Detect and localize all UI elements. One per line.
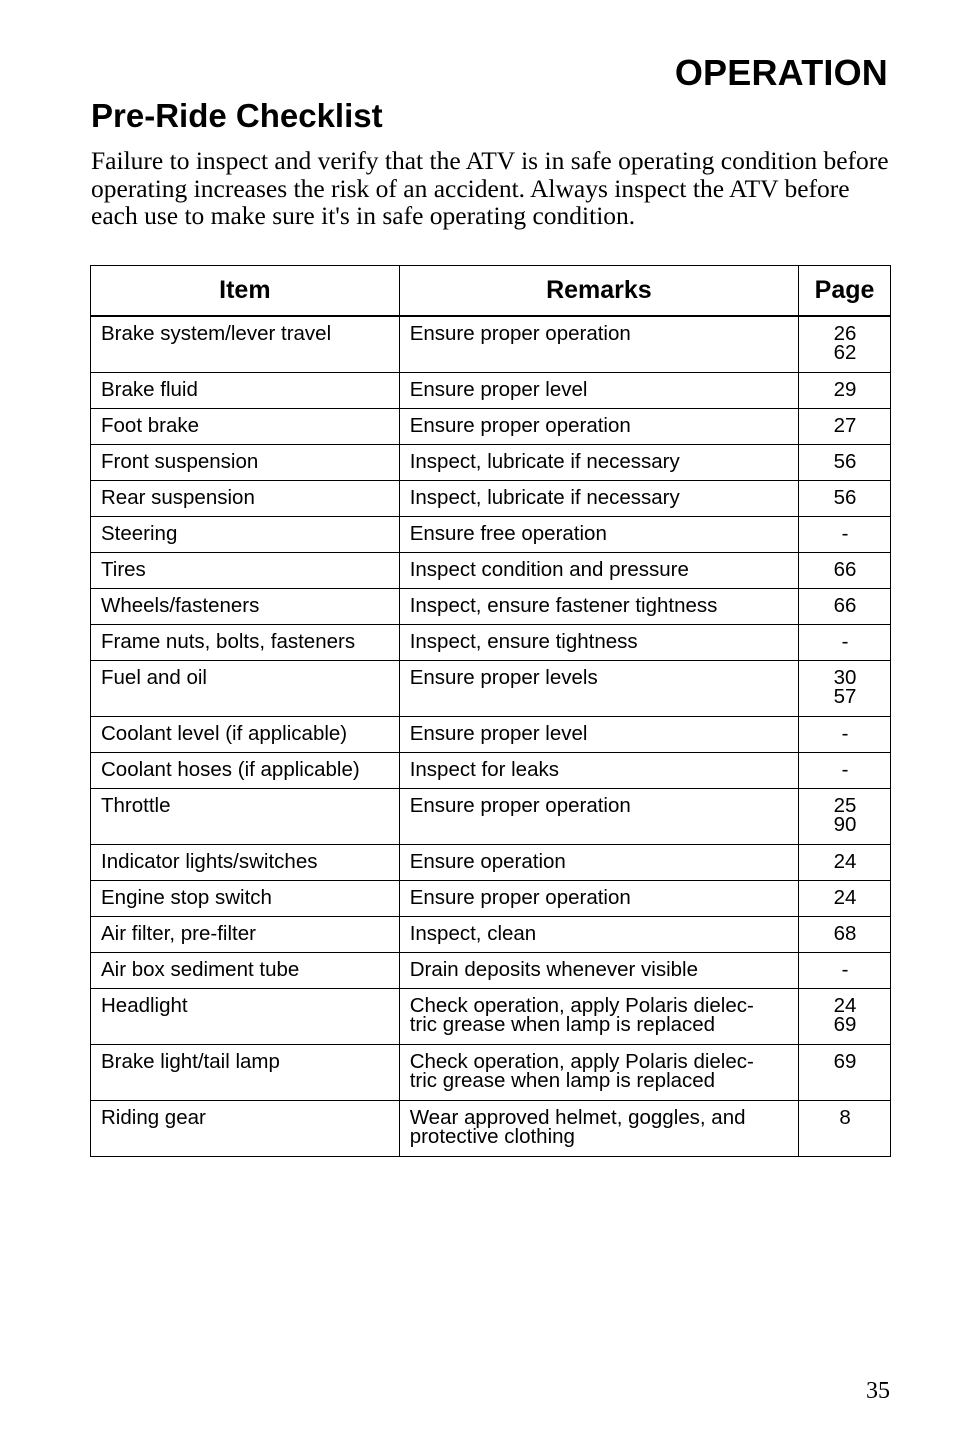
page-cell	[799, 1045, 891, 1101]
item-cell: Foot brake	[91, 409, 400, 445]
column-header-remarks: Remarks	[399, 266, 798, 317]
remarks-line: Ensure proper level	[409, 722, 588, 745]
remarks-line: Ensure free operation	[409, 522, 607, 545]
page-reference: 90	[833, 813, 857, 836]
page-cell	[799, 625, 891, 661]
page-cell	[799, 953, 891, 989]
item-cell: Wheels/fasteners	[91, 589, 400, 625]
table-row	[91, 989, 891, 1045]
page-reference: -	[841, 630, 849, 653]
item-cell: Frame nuts, bolts, fasteners	[91, 625, 400, 661]
remarks-line: Inspect, lubricate if necessary	[409, 486, 680, 509]
table-row	[91, 917, 891, 953]
page-reference: -	[841, 758, 849, 781]
page-cell	[799, 481, 891, 517]
remarks-line: Inspect, ensure fastener tightness	[409, 594, 718, 617]
item-cell: Coolant level (if applicable)	[91, 717, 400, 753]
page-cell	[799, 881, 891, 917]
table-row	[91, 409, 891, 445]
page-cell	[799, 917, 891, 953]
remarks-cell	[399, 445, 798, 481]
page-reference: 25	[833, 794, 857, 817]
page-reference: 56	[833, 450, 857, 473]
table-row	[91, 373, 891, 409]
remarks-cell	[399, 917, 798, 953]
item-cell: Coolant hoses (if applicable)	[91, 753, 400, 789]
remarks-line: Drain deposits whenever visible	[409, 958, 698, 981]
page-cell	[799, 445, 891, 481]
page-reference: 66	[833, 558, 857, 581]
remarks-line: Ensure proper operation	[409, 322, 631, 345]
table-row	[91, 717, 891, 753]
remarks-line: tric grease when lamp is replaced	[409, 1069, 716, 1092]
remarks-cell	[399, 409, 798, 445]
item-cell: Brake fluid	[91, 373, 400, 409]
remarks-line: Inspect, ensure tightness	[409, 630, 638, 653]
page-cell	[799, 717, 891, 753]
table-row	[91, 517, 891, 553]
item-cell: Riding gear	[91, 1101, 400, 1157]
page-reference: -	[841, 522, 849, 545]
page-reference: 30	[833, 666, 857, 689]
table-row	[91, 845, 891, 881]
page-reference: 69	[833, 1050, 857, 1073]
page-reference: 68	[833, 922, 857, 945]
remarks-cell	[399, 953, 798, 989]
item-cell: Engine stop switch	[91, 881, 400, 917]
page-reference: 24	[833, 850, 857, 873]
table-row	[91, 553, 891, 589]
page-cell	[799, 517, 891, 553]
page-cell	[799, 1101, 891, 1157]
remarks-line: Ensure proper level	[409, 378, 588, 401]
remarks-cell	[399, 989, 798, 1045]
page-cell	[799, 316, 891, 373]
remarks-cell	[399, 1101, 798, 1157]
item-cell: Air filter, pre-filter	[91, 917, 400, 953]
remarks-line: tric grease when lamp is replaced	[409, 1013, 716, 1036]
table-header-row	[91, 266, 891, 317]
page-cell	[799, 753, 891, 789]
table-body	[91, 316, 891, 1157]
item-cell: Indicator lights/switches	[91, 845, 400, 881]
remarks-line: protective clothing	[409, 1125, 575, 1148]
item-cell: Tires	[91, 553, 400, 589]
remarks-cell	[399, 589, 798, 625]
table-row	[91, 625, 891, 661]
remarks-line: Inspect, clean	[409, 922, 537, 945]
remarks-cell	[399, 373, 798, 409]
page-reference: -	[841, 722, 849, 745]
item-cell: Front suspension	[91, 445, 400, 481]
page-cell	[799, 789, 891, 845]
remarks-cell	[399, 789, 798, 845]
intro-paragraph: Failure to inspect and verify that the ATV is in safe operating condition before operating increases the risk of an accident. Always inspect the ATV before each use to make sure it's in safe operating condition.	[91, 146, 889, 230]
remarks-line: Inspect condition and pressure	[409, 558, 689, 581]
table-row	[91, 316, 891, 373]
remarks-line: Wear approved helmet, goggles, and	[409, 1106, 746, 1129]
table-row	[91, 445, 891, 481]
table-row	[91, 753, 891, 789]
table-row	[91, 661, 891, 717]
page-reference: 62	[833, 341, 857, 364]
remarks-cell	[399, 1045, 798, 1101]
remarks-cell	[399, 753, 798, 789]
item-cell: Brake system/lever travel	[91, 316, 400, 373]
page-reference: 8	[839, 1106, 851, 1129]
remarks-line: Ensure proper operation	[409, 414, 631, 437]
item-cell: Rear suspension	[91, 481, 400, 517]
page-reference: 27	[833, 414, 857, 437]
page-reference: 57	[833, 685, 857, 708]
table-row	[91, 1101, 891, 1157]
remarks-cell	[399, 661, 798, 717]
page-reference: 56	[833, 486, 857, 509]
page-reference: 66	[833, 594, 857, 617]
remarks-cell	[399, 717, 798, 753]
remarks-line: Ensure proper operation	[409, 794, 631, 817]
remarks-cell	[399, 845, 798, 881]
page-cell	[799, 373, 891, 409]
page-cell	[799, 845, 891, 881]
table-row	[91, 1045, 891, 1101]
page-reference: 69	[833, 1013, 857, 1036]
table-row	[91, 481, 891, 517]
remarks-cell	[399, 316, 798, 373]
remarks-cell	[399, 481, 798, 517]
remarks-line: Inspect, lubricate if necessary	[409, 450, 680, 473]
remarks-line: Ensure proper operation	[409, 886, 631, 909]
table-row	[91, 589, 891, 625]
page-cell	[799, 661, 891, 717]
item-cell: Steering	[91, 517, 400, 553]
remarks-cell	[399, 881, 798, 917]
item-cell: Air box sediment tube	[91, 953, 400, 989]
section-title: OPERATION	[674, 52, 888, 93]
column-header-page: Page	[799, 266, 891, 317]
page-cell	[799, 409, 891, 445]
page-cell	[799, 553, 891, 589]
page-reference: 24	[833, 886, 857, 909]
remarks-line: Check operation, apply Polaris dielec-	[409, 1050, 754, 1073]
remarks-line: Check operation, apply Polaris dielec-	[409, 994, 754, 1017]
remarks-line: Inspect for leaks	[409, 758, 559, 781]
item-cell: Fuel and oil	[91, 661, 400, 717]
remarks-line: Ensure proper levels	[409, 666, 598, 689]
remarks-cell	[399, 625, 798, 661]
item-cell: Brake light/tail lamp	[91, 1045, 400, 1101]
page-reference: 26	[833, 322, 857, 345]
page-title: Pre-Ride Checklist	[91, 97, 383, 134]
page-number: 35	[866, 1378, 890, 1404]
table-row	[91, 789, 891, 845]
column-header-item: Item	[91, 266, 400, 317]
remarks-line: Ensure operation	[409, 850, 566, 873]
remarks-cell	[399, 553, 798, 589]
page-cell	[799, 989, 891, 1045]
page-cell	[799, 589, 891, 625]
pre-ride-checklist-table	[90, 265, 891, 1157]
table-row	[91, 881, 891, 917]
page-reference: -	[841, 958, 849, 981]
page-reference: 24	[833, 994, 857, 1017]
remarks-cell	[399, 517, 798, 553]
item-cell: Throttle	[91, 789, 400, 845]
item-cell: Headlight	[91, 989, 400, 1045]
table-row	[91, 953, 891, 989]
page-reference: 29	[833, 378, 857, 401]
